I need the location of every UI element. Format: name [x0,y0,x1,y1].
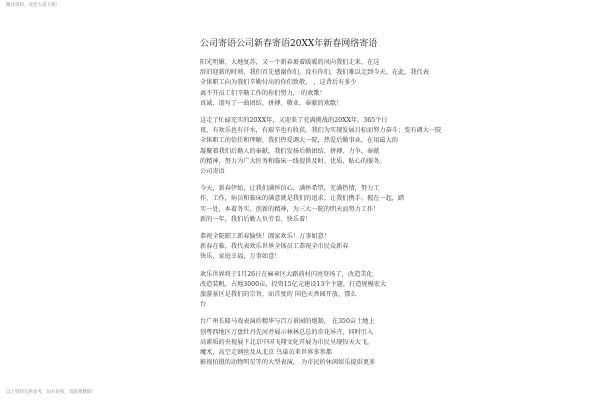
body-line: 台 [200,301,207,309]
body-line: 旅游景区是我们的宗旨，而首度的 国色天香园开放，那么 [200,291,357,299]
body-line: 阳光明媚，大地复苏，又一个新春裹着暖暖的风向我们走来。在这 [200,59,380,66]
body-line: 改造装帆，占地3000亩，投资15亿元建设13个主题，打造规模宏大 [200,280,387,288]
body-line: 快乐，家庭幸福，万事如意！ [200,253,281,261]
body-line: 高素质的央视展下北京中国飞翔文化开展为市民呈现惊天大飞， [200,338,374,346]
body-line: 魔术，高空走钢丝及从北京 鸟巢访来世界多参都 [200,349,332,357]
header-note: 精品资料，欢迎大家下载！ [6,3,60,8]
body-line: 夜，有欢乐也有汗水，有艰辛也有收获。我们为实现发展目标而努力奋斗；变有调大一院 [200,127,442,135]
body-line: 新春在临，我代表欢乐世界全体员工恭祝全市民众新春 [200,243,349,251]
body-line: 台广州长隆马戏表演的精华与百万景园的炮制， 在350亩土地上 [200,318,375,326]
document-title: 公司寄语公司新春寄语20XX年新春网络寄语 [200,39,378,49]
body-line: 凝聚着我们后勤人的奉献，我们发扬后勤团结、拼搏、力争、奉献 [200,147,380,155]
paragraph-gap [200,177,412,184]
body-line: 实一处，本着务实、创新的精神，为三大一院的明天而努力工作！ [200,205,380,213]
footer-note: 以上资料仅供参考，如有侵权，请联系删除！ [6,390,96,395]
paragraph-gap [200,225,412,232]
paragraph-gap [200,310,412,317]
paragraph-gap [200,109,412,116]
body-line: 的精神，努力为广大医务和临床一线提供及时、优质、贴心的服务。 [200,157,386,165]
body-line: 辞旧迎新的时刻，我们首先感谢你们，没有你们，我们难以走到今天。在此，我代表 [200,69,429,77]
body-line: 这走了忙碌充实的20XX年，又迎来了充满挑战的20XX年。365个日 [200,117,388,125]
body-line: 全体职工向为我们辛勤付出的你们致敬， ，这背后有多少 [200,79,357,87]
body-line: 真诚，谱写了一曲团结、拼搏、敬业、奉献的欢歌！ [200,99,343,107]
body-line: 公司寄语 [200,168,225,176]
body-line: 影视拍摄的动物明星等的大型表演， 为市民的休闲娱乐提供更多 [200,359,376,367]
body-line: 离不开员工们辛勤工作的你们努力， 的欢歌！ [200,89,326,97]
body-line: 创粤西地区万盘牡丹先河并展示林林总总的奇花异卉，同时引入 [200,328,374,336]
body-line: 恭祝全院职工新春愉快！阖家欢乐！万事如意！ [200,233,330,241]
body-line: 作，工作，病员和临床的满意就是我们的追求。让我们携手，握在一起，踏 [200,195,405,203]
body-line: 欢乐世界将于1月26日在麻章区大路前村闪亮登场了，改造美化 [200,270,373,278]
paragraph-gap [200,263,412,270]
body-line: 全体职工的信任和理解，我们热爱调大一院，热爱后勤事业，在用最大的 [200,137,398,145]
body-line: 新的一年，我们后勤人负劳看，快乐着！ [200,215,312,223]
document-body [200,58,442,368]
body-line: 今天，新春伊始，让我们满怀信心，满怀希望，充满热情，努力工 [200,185,380,193]
